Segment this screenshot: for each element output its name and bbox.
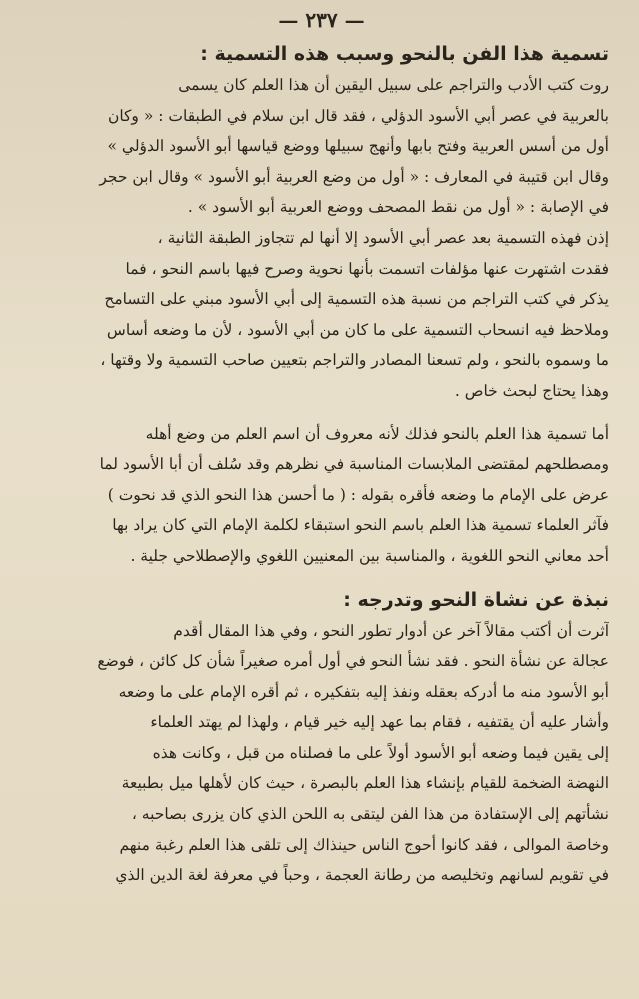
paragraph: [34, 419, 609, 572]
text-line: بالعربية في عصر أبي الأسود الدؤلي ، فقد قال ابن سلام في الطبقات : « وكان: [107, 106, 609, 125]
text-line: وهذا يحتاج لبحث خاص .: [454, 381, 609, 400]
text-line: يذكر في كتب التراجم من نسبة هذه التسمية إلى أبي الأسود مبني على التسامح: [104, 290, 609, 309]
text-line: وخاصة الموالى ، فقد كانوا أحوج الناس حينذاك إلى تلقى هذا العلم رغبة منهم: [119, 835, 609, 854]
page-content: [34, 38, 609, 891]
text-line: إلى يقين فيما وضعه أبو الأسود أولاً على ما فصلناه من قبل ، وكانت هذه: [152, 743, 609, 762]
text-line: في تقويم لسانهم وتخليصه من رطانة العجمة ، وحباً في معرفة لغة الدين الذي: [115, 866, 609, 885]
section-heading: تسمية هذا الفن بالنحو وسبب هذه التسمية :: [200, 43, 609, 65]
text-line: فقدت اشتهرت عنها مؤلفات اتسمت بأنها نحوية وصرح فيها باسم النحو ، فما: [125, 259, 609, 278]
text-line: نشأتهم إلى الإستفادة من هذا الفن ليتقى به اللحن الذي كان يزرى بصاحبه ،: [131, 805, 609, 824]
paragraph: [34, 70, 609, 223]
text-line: إذن فهذه التسمية بعد عصر أبي الأسود إلا أنها لم تتجاوز الطبقة الثانية ،: [157, 228, 609, 247]
text-line: وقال ابن قتيبة في المعارف : « أول من وضع العربية أبو الأسود » وقال ابن حجر: [99, 167, 609, 186]
page-number: — ٢٣٧ —: [278, 8, 365, 32]
text-line: فآثر العلماء تسمية هذا العلم باسم النحو استبقاء لكلمة الإمام التي كان يراد بها: [112, 516, 609, 535]
text-line: آثرت أن أكتب مقالاً آخر عن أدوار تطور النحو ، وفي هذا المقال أقدم: [173, 621, 609, 640]
text-line: عرض على الإمام ما وضعه فأقره بقوله : ( ما أحسن هذا النحو الذي قد نحوت ): [107, 485, 609, 504]
text-line: ومصطلحهم لمقتضى الملابسات المناسبة في نظرهم وقد سُلف أن أبا الأسود لما: [99, 455, 609, 474]
text-line: النهضة الضخمة للقيام بإنشاء هذا العلم بالبصرة ، حيث كان لأهلها ميل بطبيعة: [121, 774, 609, 793]
section-heading: نبذة عن نشاة النحو وتدرجه :: [343, 588, 609, 611]
text-line: في الإصابة : « أول من نقط المصحف ووضع العربية أبو الأسود » .: [187, 198, 609, 217]
paragraph: [34, 223, 609, 407]
text-line: أول من أسس العربية وفتح بابها وأنهج سبيلها ووضع قياسها أبو الأسود الدؤلي »: [107, 137, 609, 156]
text-line: أبو الأسود منه ما أدركه بعقله ونفذ إليه بتفكيره ، ثم أقره الإمام على ما وضعه: [118, 682, 609, 701]
paragraph-gap: [34, 407, 609, 419]
text-line: ما وسموه بالنحو ، ولم تسعنا المصادر والتراجم بتعيين صاحب التسمية ولا وقتها ،: [100, 351, 609, 370]
text-line: أحد معاني النحو اللغوية ، والمناسبة بين المعنيين اللغوي والإصطلاحي جلية .: [130, 546, 609, 565]
text-line: وأشار عليه أن يقتفيه ، فقام بما عهد إليه خير قيام ، ولهذا لم يهتد العلماء: [150, 713, 609, 732]
text-line: عجالة عن نشأة النحو . فقد نشأ النحو في أول أمره صغيراً شأن كل كائن ، فوضع: [97, 652, 609, 671]
paragraph: [34, 616, 609, 891]
text-line: روت كتب الأدب والتراجم على سبيل اليقين أن هذا العلم كان يسمى: [178, 76, 609, 94]
section-gap: [34, 572, 609, 584]
text-line: وملاحظ فيه انسحاب التسمية على ما كان من أبي الأسود ، لأن ما وضعه أساس: [106, 320, 609, 339]
text-line: أما تسمية هذا العلم بالنحو فذلك لأنه معروف أن اسم العلم من وضع أهله: [145, 424, 609, 443]
